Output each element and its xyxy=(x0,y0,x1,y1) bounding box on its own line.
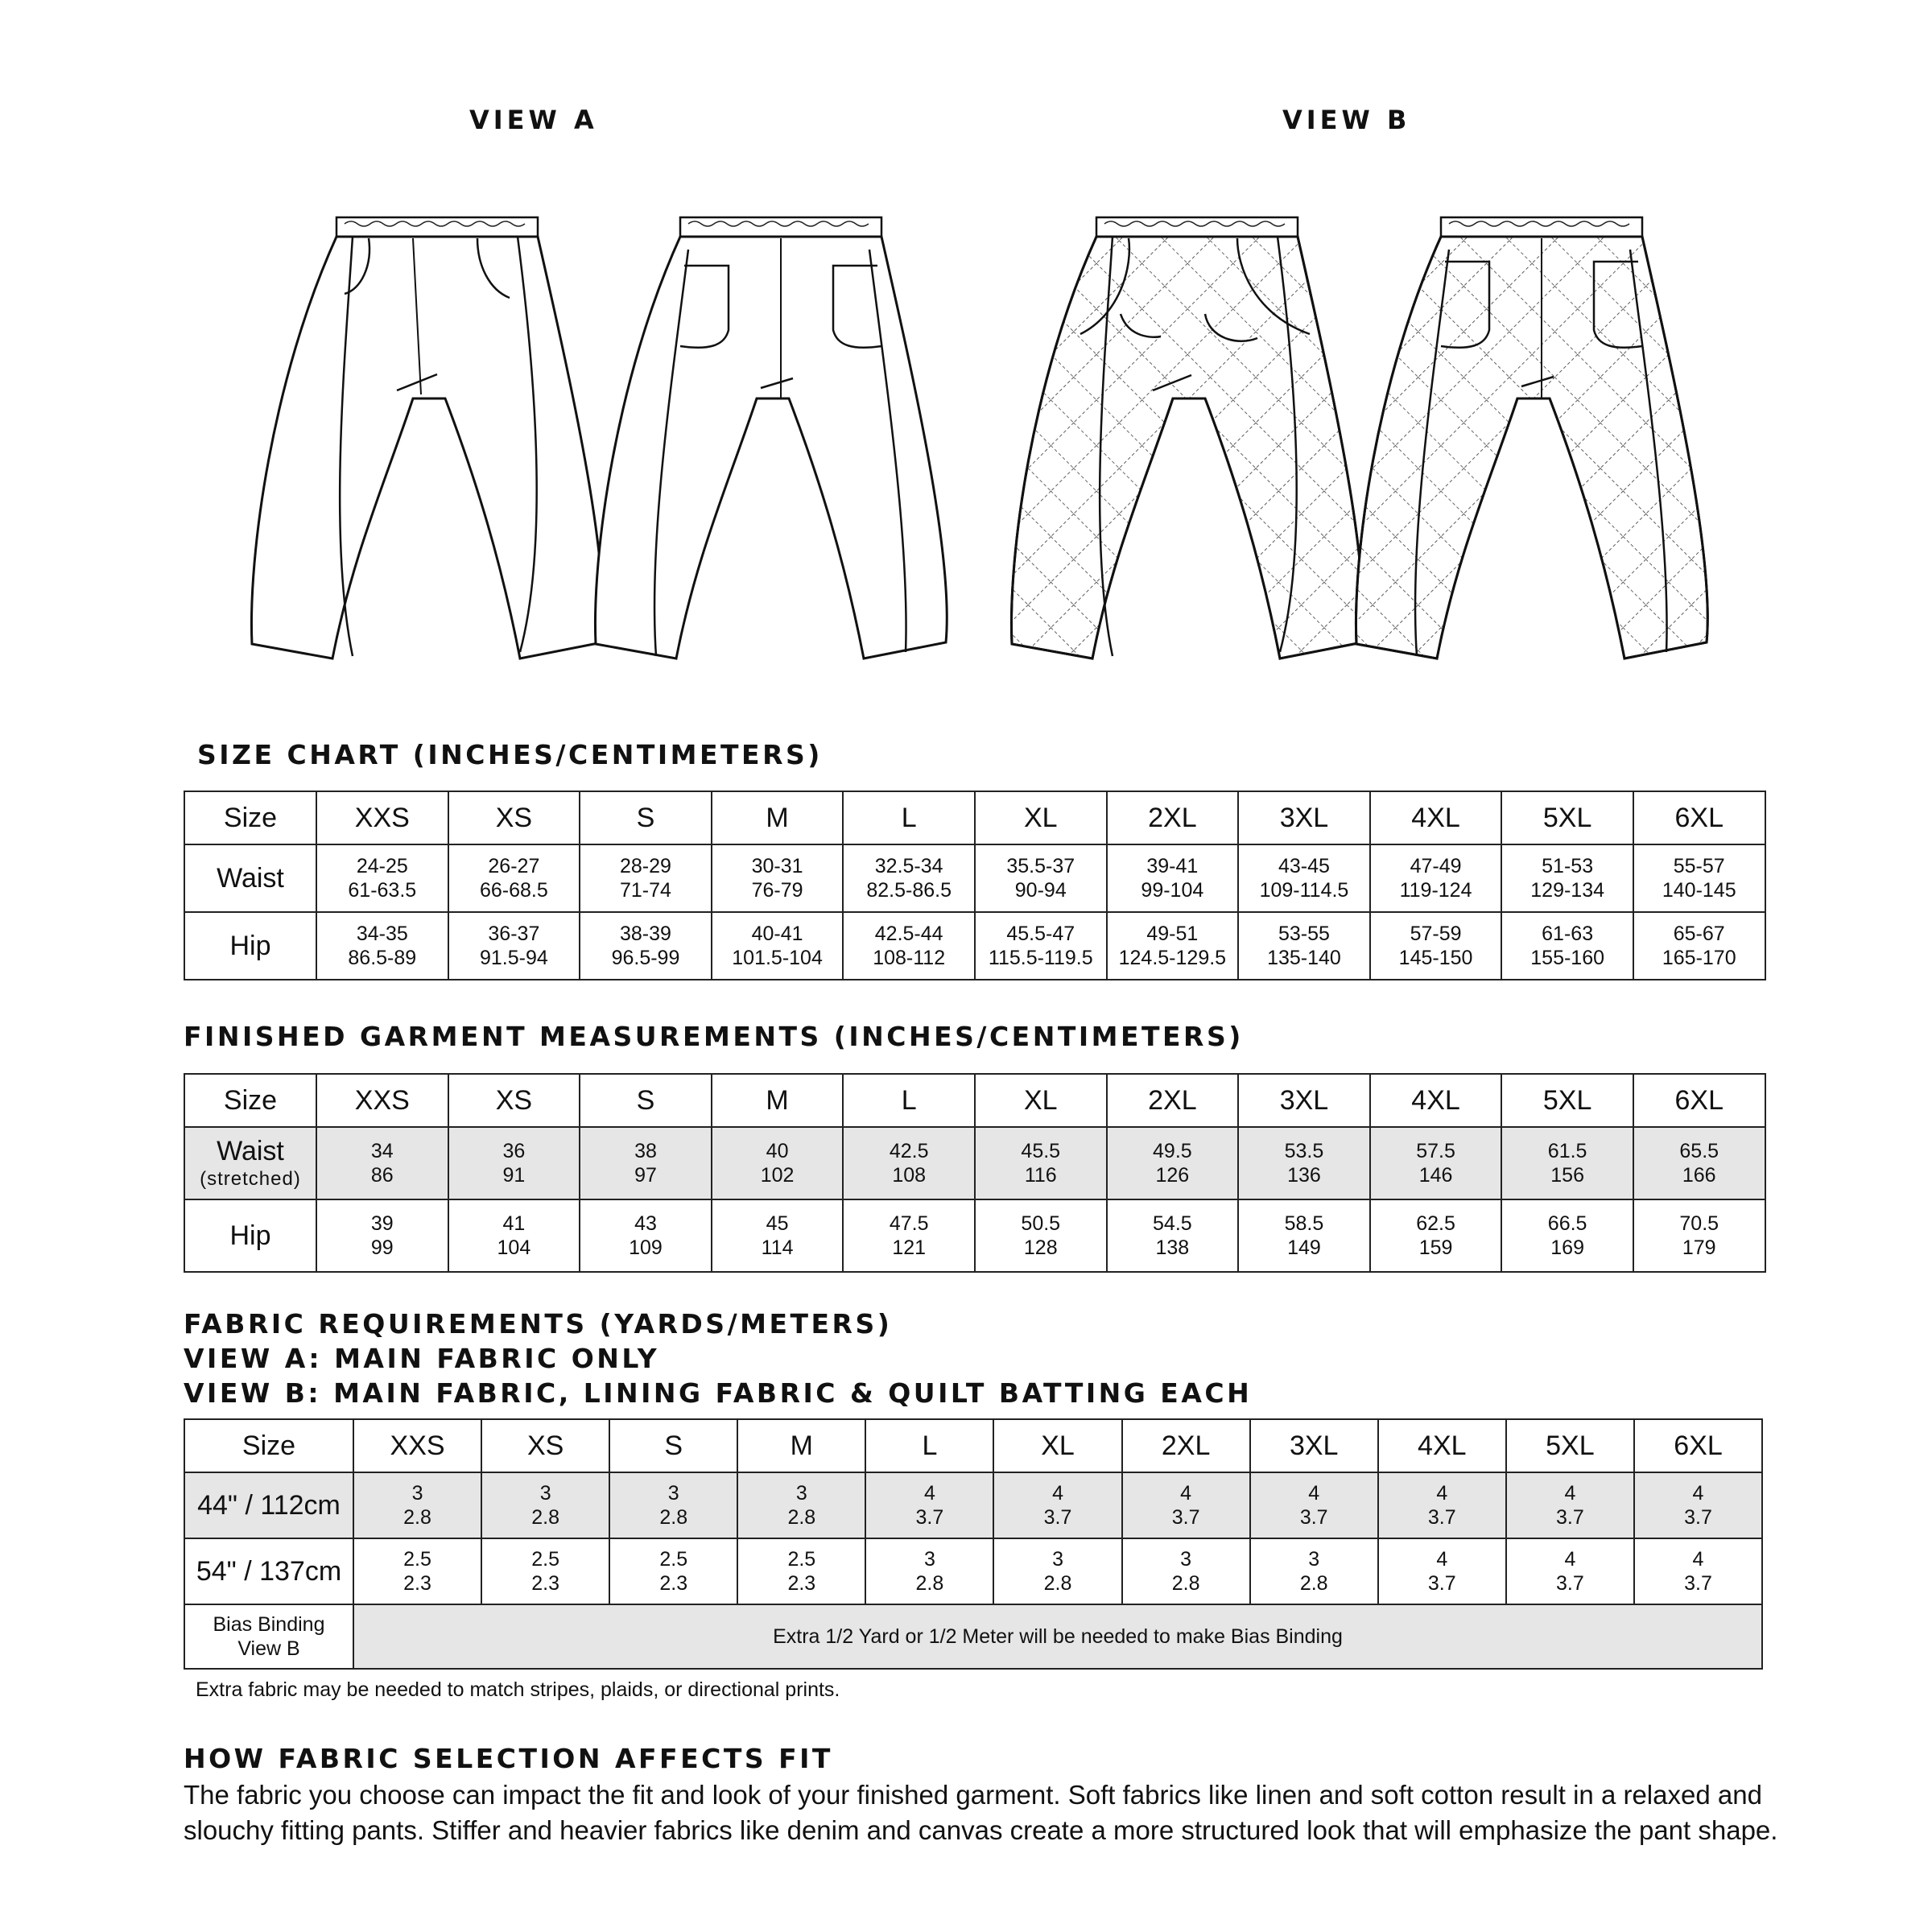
header-cell: 4XL xyxy=(1378,1419,1506,1472)
measurement-value: 2.8 xyxy=(915,1572,944,1595)
size-chart-heading: SIZE CHART (INCHES/CENTIMETERS) xyxy=(197,739,823,770)
measurement-value: 3.7 xyxy=(1427,1572,1456,1595)
row-label-text: 54" / 137cm xyxy=(196,1555,342,1587)
measurement-cell xyxy=(993,1472,1121,1538)
view-b-front-pant xyxy=(1011,217,1363,658)
measurement-cell xyxy=(1633,1127,1765,1199)
measurement-value: 2.5 xyxy=(403,1548,431,1571)
finished-header-row xyxy=(184,1074,1765,1127)
measurement-value: 24-25 xyxy=(356,855,408,877)
measurement-value: 97 xyxy=(634,1164,657,1187)
measurement-value: 99 xyxy=(370,1236,394,1259)
measurement-value: 115.5-119.5 xyxy=(988,947,1093,969)
measurement-cell xyxy=(737,1472,865,1538)
measurement-value: 50.5 xyxy=(1021,1212,1061,1235)
measurement-value: 138 xyxy=(1155,1236,1190,1259)
measurement-value: 3 xyxy=(923,1548,935,1571)
measurement-cell xyxy=(865,1538,993,1604)
header-cell: 6XL xyxy=(1633,1074,1765,1127)
measurement-value: 3.7 xyxy=(1684,1572,1712,1595)
measurement-value: 3.7 xyxy=(1556,1572,1584,1595)
measurement-cell xyxy=(975,912,1107,980)
fabric-view-a-heading: VIEW A: MAIN FABRIC ONLY xyxy=(184,1343,660,1374)
row-label-text: Waist xyxy=(217,1136,284,1167)
measurement-value: 4 xyxy=(1052,1482,1063,1505)
measurement-cell xyxy=(448,1199,580,1272)
measurement-cell xyxy=(843,1199,975,1272)
measurement-cell xyxy=(580,1127,712,1199)
measurement-cell xyxy=(580,912,712,980)
measurement-value: 34 xyxy=(370,1140,394,1162)
measurement-value: 116 xyxy=(1024,1164,1057,1187)
row-label xyxy=(184,1199,316,1272)
header-cell: 4XL xyxy=(1370,791,1502,844)
measurement-cell xyxy=(1122,1538,1250,1604)
fit-body-text: The fabric you choose can impact the fit and look of your finished garment. Soft fabrics like linen and soft cotton result in a relaxed and slouchy fitting pants. Stiffer and heavier fabrics like denim and canvas create a more structured look that will emphasize the pant shape. xyxy=(184,1780,1778,1845)
measurement-cell xyxy=(1107,1199,1239,1272)
measurement-value: 2.3 xyxy=(659,1572,688,1595)
finished-waist-row xyxy=(184,1127,1765,1199)
measurement-value: 62.5 xyxy=(1416,1212,1455,1235)
measurement-value: 39-41 xyxy=(1146,855,1199,877)
measurement-value: 3.7 xyxy=(1171,1506,1200,1529)
header-cell: Size xyxy=(184,791,316,844)
fabric-requirements-table xyxy=(184,1418,1763,1670)
header-cell: XL xyxy=(975,1074,1107,1127)
measurement-value: 2.8 xyxy=(659,1506,688,1529)
measurement-cell xyxy=(1501,844,1633,912)
measurement-cell xyxy=(1107,844,1239,912)
measurement-cell xyxy=(1634,1472,1762,1538)
measurement-value: 99-104 xyxy=(1141,879,1204,902)
header-cell: 5XL xyxy=(1506,1419,1634,1472)
measurement-cell xyxy=(1122,1472,1250,1538)
measurement-value: 126 xyxy=(1155,1164,1190,1187)
measurement-value: 108-112 xyxy=(873,947,946,969)
measurement-cell xyxy=(993,1538,1121,1604)
size-chart-table xyxy=(184,791,1766,980)
measurement-cell xyxy=(481,1472,609,1538)
header-cell: 4XL xyxy=(1370,1074,1502,1127)
measurement-value: 65-67 xyxy=(1673,923,1725,945)
measurement-cell xyxy=(1501,912,1633,980)
fit-heading: HOW FABRIC SELECTION AFFECTS FIT xyxy=(184,1743,833,1774)
measurement-value: 169 xyxy=(1550,1236,1584,1259)
measurement-value: 61-63 xyxy=(1542,923,1594,945)
measurement-cell xyxy=(353,1472,481,1538)
measurement-value: 66.5 xyxy=(1547,1212,1587,1235)
fabric-header-row xyxy=(184,1419,1762,1472)
measurement-value: 2.3 xyxy=(403,1572,431,1595)
measurement-value: 102 xyxy=(760,1164,795,1187)
view-b-back-pant xyxy=(1356,217,1707,658)
measurement-value: 71-74 xyxy=(620,879,671,902)
measurement-value: 49-51 xyxy=(1146,923,1199,945)
measurement-value: 3.7 xyxy=(1427,1506,1456,1529)
measurement-value: 45.5 xyxy=(1021,1140,1061,1162)
view-a-front-pant xyxy=(251,217,603,658)
measurement-value: 104 xyxy=(497,1236,531,1259)
measurement-cell xyxy=(843,912,975,980)
bias-binding-label xyxy=(184,1604,353,1669)
measurement-value: 4 xyxy=(1692,1548,1704,1571)
measurement-value: 36-37 xyxy=(488,923,540,945)
measurement-cell xyxy=(1238,844,1370,912)
header-cell: S xyxy=(580,1074,712,1127)
measurement-value: 2.8 xyxy=(531,1506,560,1529)
fabric-bias-binding-row xyxy=(184,1604,1762,1669)
fabric-note: Extra fabric may be needed to match stripes, plaids, or directional prints. xyxy=(196,1678,840,1701)
measurement-value: 47.5 xyxy=(889,1212,929,1235)
measurement-cell xyxy=(1238,1199,1370,1272)
measurement-value: 90-94 xyxy=(1014,879,1067,902)
measurement-value: 136 xyxy=(1287,1164,1321,1187)
measurement-value: 2.8 xyxy=(1171,1572,1200,1595)
measurement-value: 165-170 xyxy=(1662,947,1736,969)
measurement-value: 2.5 xyxy=(531,1548,560,1571)
measurement-cell xyxy=(316,844,448,912)
measurement-cell xyxy=(448,844,580,912)
view-b-title: VIEW B xyxy=(1282,105,1411,135)
measurement-cell xyxy=(1250,1472,1378,1538)
measurement-cell xyxy=(1633,1199,1765,1272)
header-cell: XL xyxy=(975,791,1107,844)
measurement-value: 26-27 xyxy=(488,855,540,877)
measurement-cell xyxy=(1506,1472,1634,1538)
measurement-value: 4 xyxy=(1564,1548,1576,1571)
row-sublabel-text: (stretched) xyxy=(200,1168,301,1190)
measurement-value: 96.5-99 xyxy=(611,947,680,969)
view-a-back-pant xyxy=(595,217,947,658)
header-cell: 2XL xyxy=(1107,1074,1239,1127)
measurement-cell xyxy=(1238,1127,1370,1199)
measurement-cell xyxy=(712,1199,844,1272)
measurement-cell xyxy=(737,1538,865,1604)
measurement-value: 42.5 xyxy=(889,1140,929,1162)
header-cell: 5XL xyxy=(1501,1074,1633,1127)
header-cell: 2XL xyxy=(1107,791,1239,844)
measurement-value: 30-31 xyxy=(751,855,803,877)
row-label xyxy=(184,844,316,912)
measurement-cell xyxy=(609,1472,737,1538)
measurement-value: 4 xyxy=(1436,1482,1448,1505)
row-label-text: Waist xyxy=(217,862,284,894)
measurement-value: 45 xyxy=(766,1212,789,1235)
measurement-cell xyxy=(1378,1538,1506,1604)
measurement-value: 53.5 xyxy=(1284,1140,1324,1162)
measurement-value: 2.8 xyxy=(403,1506,431,1529)
measurement-cell xyxy=(712,912,844,980)
measurement-value: 140-145 xyxy=(1662,879,1736,902)
measurement-cell xyxy=(1370,1127,1502,1199)
view-a-title: VIEW A xyxy=(469,105,598,135)
bias-label-line-1: Bias Binding xyxy=(213,1613,325,1636)
fabric-54-row xyxy=(184,1538,1762,1604)
bias-label-line-2: View B xyxy=(237,1637,300,1660)
measurement-value: 34-35 xyxy=(356,923,408,945)
measurement-value: 28-29 xyxy=(620,855,671,877)
measurement-value: 2.8 xyxy=(1043,1572,1072,1595)
measurement-value: 2.5 xyxy=(659,1548,688,1571)
measurement-cell xyxy=(1250,1538,1378,1604)
measurement-cell xyxy=(448,1127,580,1199)
header-cell: XS xyxy=(448,1074,580,1127)
measurement-value: 86 xyxy=(370,1164,394,1187)
measurement-value: 3.7 xyxy=(1299,1506,1328,1529)
bias-binding-text: Extra 1/2 Yard or 1/2 Meter will be needed to make Bias Binding xyxy=(353,1604,1762,1669)
measurement-cell xyxy=(1506,1538,1634,1604)
measurement-value: 109-114.5 xyxy=(1259,879,1349,902)
measurement-value: 4 xyxy=(1180,1482,1192,1505)
measurement-value: 179 xyxy=(1682,1236,1716,1259)
measurement-value: 108 xyxy=(892,1164,927,1187)
measurement-cell xyxy=(843,844,975,912)
measurement-value: 3 xyxy=(1308,1548,1320,1571)
measurement-value: 121 xyxy=(892,1236,927,1259)
header-cell: S xyxy=(609,1419,737,1472)
measurement-cell xyxy=(316,1127,448,1199)
header-cell: XS xyxy=(448,791,580,844)
header-cell: XL xyxy=(993,1419,1121,1472)
row-label-text: 44" / 112cm xyxy=(197,1489,341,1521)
header-cell: XXS xyxy=(316,1074,448,1127)
measurement-value: 35.5-37 xyxy=(1006,855,1075,877)
measurement-value: 47-49 xyxy=(1410,855,1462,877)
row-label-text: Hip xyxy=(229,1220,271,1251)
measurement-value: 39 xyxy=(370,1212,394,1235)
garment-illustrations xyxy=(0,185,1932,684)
row-label-text: Hip xyxy=(229,930,271,961)
measurement-value: 145-150 xyxy=(1398,947,1473,969)
header-cell: XS xyxy=(481,1419,609,1472)
header-cell: XXS xyxy=(316,791,448,844)
measurement-cell xyxy=(1238,912,1370,980)
measurement-cell xyxy=(975,1199,1107,1272)
measurement-value: 66-68.5 xyxy=(479,879,548,902)
measurement-cell xyxy=(975,844,1107,912)
measurement-value: 4 xyxy=(1692,1482,1704,1505)
measurement-value: 101.5-104 xyxy=(732,947,823,969)
measurement-cell xyxy=(1633,912,1765,980)
measurement-cell xyxy=(580,1199,712,1272)
measurement-value: 53-55 xyxy=(1278,923,1330,945)
measurement-cell xyxy=(353,1538,481,1604)
measurement-value: 58.5 xyxy=(1284,1212,1324,1235)
measurement-value: 41 xyxy=(502,1212,526,1235)
measurement-value: 149 xyxy=(1287,1236,1321,1259)
measurement-value: 3 xyxy=(539,1482,551,1505)
finished-measurements-heading: FINISHED GARMENT MEASUREMENTS (INCHES/CENTIMETERS) xyxy=(184,1021,1244,1052)
size-chart-waist-row xyxy=(184,844,1765,912)
measurement-value: 91 xyxy=(502,1164,526,1187)
measurement-cell xyxy=(1633,844,1765,912)
header-cell: L xyxy=(843,791,975,844)
measurement-value: 3.7 xyxy=(1556,1506,1584,1529)
finished-measurements-table xyxy=(184,1073,1766,1273)
measurement-value: 2.3 xyxy=(787,1572,816,1595)
measurement-value: 40 xyxy=(766,1140,789,1162)
measurement-value: 40-41 xyxy=(751,923,803,945)
measurement-value: 38 xyxy=(634,1140,657,1162)
measurement-cell xyxy=(1501,1199,1633,1272)
measurement-value: 3.7 xyxy=(1684,1506,1712,1529)
measurement-value: 54.5 xyxy=(1153,1212,1192,1235)
header-cell: M xyxy=(712,1074,844,1127)
measurement-cell xyxy=(609,1538,737,1604)
measurement-value: 124.5-129.5 xyxy=(1118,947,1227,969)
measurement-value: 45.5-47 xyxy=(1006,923,1075,945)
measurement-value: 114 xyxy=(761,1236,794,1259)
measurement-value: 2.8 xyxy=(1299,1572,1328,1595)
measurement-cell xyxy=(316,1199,448,1272)
measurement-value: 3.7 xyxy=(1043,1506,1072,1529)
measurement-value: 3 xyxy=(1180,1548,1192,1571)
measurement-value: 51-53 xyxy=(1542,855,1594,877)
measurement-value: 32.5-34 xyxy=(874,855,943,877)
measurement-value: 4 xyxy=(1436,1548,1448,1571)
header-cell: L xyxy=(865,1419,993,1472)
measurement-value: 91.5-94 xyxy=(479,947,548,969)
measurement-value: 70.5 xyxy=(1679,1212,1719,1235)
measurement-value: 128 xyxy=(1023,1236,1058,1259)
row-label xyxy=(184,912,316,980)
measurement-cell xyxy=(448,912,580,980)
measurement-value: 135-140 xyxy=(1267,947,1341,969)
measurement-value: 43 xyxy=(634,1212,657,1235)
measurement-cell xyxy=(843,1127,975,1199)
header-cell: 5XL xyxy=(1501,791,1633,844)
header-cell: XXS xyxy=(353,1419,481,1472)
measurement-value: 156 xyxy=(1550,1164,1584,1187)
measurement-cell xyxy=(1634,1538,1762,1604)
measurement-value: 3 xyxy=(1052,1548,1063,1571)
fabric-44-row xyxy=(184,1472,1762,1538)
fabric-view-b-heading: VIEW B: MAIN FABRIC, LINING FABRIC & QUILT BATTING EACH xyxy=(184,1377,1253,1409)
measurement-value: 119-124 xyxy=(1399,879,1472,902)
header-cell: 3XL xyxy=(1238,1074,1370,1127)
header-cell: 3XL xyxy=(1238,791,1370,844)
measurement-value: 76-79 xyxy=(751,879,803,902)
header-cell: L xyxy=(843,1074,975,1127)
measurement-value: 146 xyxy=(1418,1164,1453,1187)
header-cell: M xyxy=(712,791,844,844)
measurement-value: 2.3 xyxy=(531,1572,560,1595)
measurement-cell xyxy=(1378,1472,1506,1538)
measurement-value: 42.5-44 xyxy=(874,923,943,945)
measurement-value: 57.5 xyxy=(1416,1140,1455,1162)
measurement-cell xyxy=(580,844,712,912)
finished-hip-row xyxy=(184,1199,1765,1272)
measurement-value: 3 xyxy=(667,1482,679,1505)
header-cell: 2XL xyxy=(1122,1419,1250,1472)
header-cell: M xyxy=(737,1419,865,1472)
measurement-value: 43-45 xyxy=(1278,855,1330,877)
measurement-value: 49.5 xyxy=(1153,1140,1192,1162)
measurement-value: 61.5 xyxy=(1547,1140,1587,1162)
header-cell: Size xyxy=(184,1419,353,1472)
measurement-value: 82.5-86.5 xyxy=(866,879,952,902)
measurement-value: 4 xyxy=(923,1482,935,1505)
measurement-value: 159 xyxy=(1418,1236,1453,1259)
row-label xyxy=(184,1538,353,1604)
size-chart-hip-row xyxy=(184,912,1765,980)
measurement-cell xyxy=(316,912,448,980)
measurement-value: 129-134 xyxy=(1530,879,1605,902)
measurement-cell xyxy=(712,1127,844,1199)
measurement-value: 4 xyxy=(1308,1482,1320,1505)
measurement-value: 166 xyxy=(1682,1164,1716,1187)
measurement-value: 109 xyxy=(629,1236,663,1259)
measurement-value: 55-57 xyxy=(1673,855,1725,877)
header-cell: Size xyxy=(184,1074,316,1127)
measurement-value: 36 xyxy=(502,1140,526,1162)
row-label xyxy=(184,1472,353,1538)
header-cell: 3XL xyxy=(1250,1419,1378,1472)
measurement-cell xyxy=(975,1127,1107,1199)
measurement-value: 3 xyxy=(411,1482,423,1505)
measurement-value: 2.5 xyxy=(787,1548,816,1571)
measurement-cell xyxy=(1501,1127,1633,1199)
measurement-value: 38-39 xyxy=(620,923,671,945)
header-cell: 6XL xyxy=(1634,1419,1762,1472)
measurement-cell xyxy=(1107,1127,1239,1199)
measurement-cell xyxy=(865,1472,993,1538)
measurement-cell xyxy=(1370,1199,1502,1272)
measurement-cell xyxy=(1107,912,1239,980)
measurement-value: 155-160 xyxy=(1530,947,1605,969)
measurement-cell xyxy=(481,1538,609,1604)
measurement-value: 3 xyxy=(795,1482,807,1505)
measurement-value: 4 xyxy=(1564,1482,1576,1505)
measurement-value: 65.5 xyxy=(1679,1140,1719,1162)
measurement-cell xyxy=(712,844,844,912)
measurement-value: 3.7 xyxy=(915,1506,944,1529)
measurement-cell xyxy=(1370,912,1502,980)
header-cell: S xyxy=(580,791,712,844)
measurement-value: 86.5-89 xyxy=(348,947,417,969)
size-chart-header-row xyxy=(184,791,1765,844)
measurement-cell xyxy=(1370,844,1502,912)
measurement-value: 57-59 xyxy=(1410,923,1462,945)
row-label xyxy=(184,1127,316,1199)
measurement-value: 2.8 xyxy=(787,1506,816,1529)
measurement-value: 61-63.5 xyxy=(348,879,417,902)
fabric-requirements-heading: FABRIC REQUIREMENTS (YARDS/METERS) xyxy=(184,1308,893,1340)
header-cell: 6XL xyxy=(1633,791,1765,844)
